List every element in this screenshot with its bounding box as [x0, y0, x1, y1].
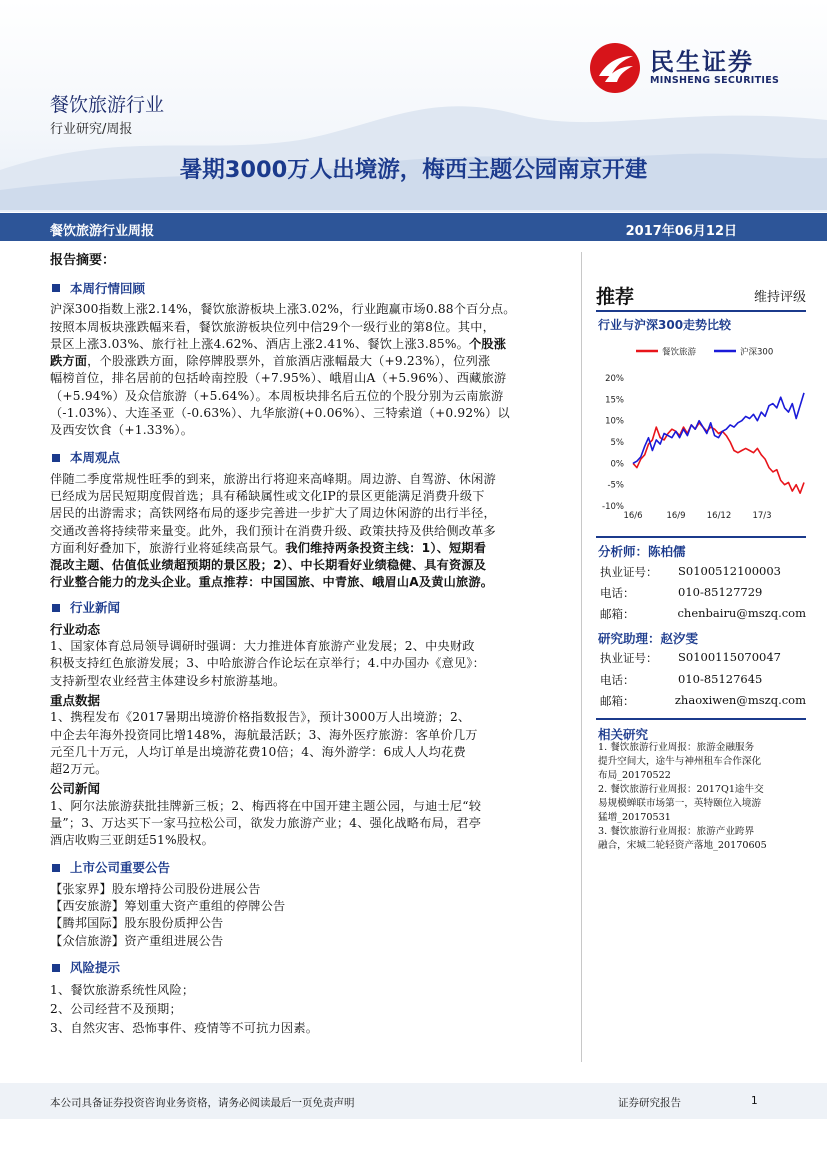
- subheading-data: 重点数据: [50, 692, 101, 708]
- legend-label: 餐饮旅游: [662, 347, 697, 358]
- section-heading-risk: 风险提示: [52, 958, 572, 978]
- x-tick-label: 16/6: [623, 511, 643, 521]
- review-paragraph: 沪深300指数上涨2.14%，餐饮旅游板块上涨3.02%，行业跑赢市场0.88个百分点。 按照本周板块涨跌幅来看，餐饮旅游板块位列中信29个一级行业的第8位。其中， 景区上涨3.03%、旅行社上涨4.62%、酒店上涨2.41%、餐饮上涨3.85%。个股涨 跌方面，个股涨跌方面，除停牌股票外，首旅酒店涨幅最大（+9.23%），位列涨 幅榜首位，排名居前的包括岭南控股（+7.95%）、峨眉山A（+5.96%）、西藏旅游 （+5.94%）及众信旅游（+5.64%）。本周板块排名后五位的个股分别为云南旅游 （-1.03%）、大连圣亚（-0.63%）、九华旅游(+0.06%）、三特索道（+0.92%）以 及西安饮食（+1.33%）。: [50, 302, 516, 438]
- list-item: 【腾邦国际】股东股份质押公告: [50, 916, 224, 931]
- related-heading: 相关研究: [598, 727, 649, 742]
- viewpoint-paragraph: 伴随二季度常规性旺季的到来，旅游出行将迎来高峰期。周边游、自驾游、休闲游 已经成为居民短期度假首选；具有稀缺属性或文化IP的景区更能满足消费升级下 居民的出游需求；高铁网络布局的逐步完善进一步扩大了周边休闲游的出行半径， 交通改善将持续带来量变。此外，我们预计在消费升级、政策扶持及供给侧改革多 方面利好叠加下，旅游行业将延续高景气。我们维持两条投资主线：1）、短期看 混改主题、估值低业绩超预期的景区股；2）、中长期看好业绩稳健、具有资源及 行业整合能力的龙头企业。重点推荐：中国国旅、中青旅、峨眉山A及黄山旅游。: [50, 471, 496, 590]
- column-divider: [581, 252, 582, 1062]
- y-tick-label: 15%: [605, 395, 624, 406]
- band-date: 2017年06月12日: [625, 224, 737, 239]
- related-research-list: 1. 餐饮旅游行业周报：旅游金融服务 提升空间大，途牛与神州租车合作深化 布局_20170522 2. 餐饮旅游行业周报：2017Q1途牛交 易规模蝉联市场第一，英特颐位入境游 猛增_20170531 3. 餐饮旅游行业周报：旅游产业跨界 融合，宋城二轮轻资产落地_20170605: [598, 741, 804, 853]
- summary-column: [50, 252, 572, 1038]
- announcement-list: [50, 881, 572, 950]
- industry-name: 餐饮旅游行业: [50, 94, 165, 116]
- x-tick-label: 16/12: [706, 511, 732, 521]
- section-heading-viewpoint: 本周观点: [52, 448, 572, 468]
- square-bullet-icon: [52, 284, 60, 292]
- y-tick-label: 0%: [610, 459, 624, 470]
- data-paragraph: 1、携程发布《2017暑期出境游价格指数报告》，预计3000万人出境游；2、 中企去年海外投资同比增148%，海航最活跃；3、海外医疗旅游：客单价几万 元至几十万元，人均订单是出境游花费10倍；4、海外游学：6成人人均花费 超2万元。: [50, 710, 478, 777]
- section-heading-review: 本周行情回顾: [52, 278, 572, 298]
- footer-disclaimer: 本公司具备证券投资咨询业务资格，请务必阅读最后一页免责声明: [50, 1097, 355, 1109]
- divider-line: [596, 536, 806, 538]
- series-line-industry: [633, 423, 804, 493]
- analyst-heading: 分析师：陈柏儒: [598, 544, 686, 559]
- square-bullet-icon: [52, 454, 60, 462]
- legend-label: 沪深300: [740, 347, 774, 358]
- y-tick-label: -10%: [602, 502, 624, 512]
- subheading-dynamics: 行业动态: [50, 621, 101, 637]
- risk-list: [50, 981, 572, 1038]
- list-item: 【张家界】股东增持公司股份进展公告: [50, 881, 261, 896]
- list-item: 2. 餐饮旅游行业周报：2017Q1途牛交: [598, 784, 764, 795]
- assistant-cert: 执业证号： S0100115070047: [600, 650, 781, 665]
- x-tick-label: 17/3: [752, 511, 772, 521]
- analyst-tel: 电话： 010-85127729: [600, 585, 763, 600]
- x-tick-label: 16/9: [666, 511, 686, 521]
- analyst-email: 邮箱： chenbairu@mszq.com: [600, 606, 806, 621]
- rating: 维持评级: [753, 290, 806, 305]
- assistant-heading: 研究助理：赵汐雯: [598, 631, 699, 646]
- sidebar: [596, 252, 806, 1052]
- y-tick-label: 5%: [610, 438, 624, 448]
- list-item: 1. 餐饮旅游行业周报：旅游金融服务: [598, 742, 755, 753]
- square-bullet-icon: [52, 964, 60, 972]
- list-item: 3. 餐饮旅游行业周报：旅游产业跨界: [598, 826, 755, 837]
- square-bullet-icon: [52, 604, 60, 612]
- trend-chart: [596, 342, 806, 524]
- assistant-tel: 电话： 010-85127645: [600, 672, 763, 687]
- list-item: 3、自然灾害、恐怖事件、疫情等不可抗力因素。: [50, 1020, 319, 1035]
- company-paragraph: 1、阿尔法旅游获批挂牌新三板；2、梅西将在中国开建主题公园，与迪士尼“较 量”；3、万达买下一家马拉松公司，欲发力旅游产业；4、强化战略布局，君亭 酒店收购三亚朗廷51%股权。: [50, 798, 482, 848]
- y-tick-label: -5%: [607, 480, 624, 491]
- summary-heading: 报告摘要：: [50, 253, 116, 268]
- section-heading-news: 行业新闻: [52, 598, 572, 618]
- list-item: 【西安旅游】筹划重大资产重组的停牌公告: [50, 898, 286, 913]
- band-report-name: 餐饮旅游行业周报: [50, 224, 155, 239]
- dynamics-paragraph: 1、国家体育总局领导调研时强调：大力推进体育旅游产业发展；2、中央财政 积极支持红色旅游发展；3、中哈旅游合作论坛在京举行；4.中办国办《意见》： 支持新型农业经营主体建设乡村旅游基地。: [50, 639, 486, 688]
- recommendation: 推荐: [596, 286, 635, 308]
- y-tick-label: 10%: [605, 416, 624, 427]
- footer-label: 证券研究报告: [618, 1097, 681, 1109]
- y-tick-label: 20%: [605, 374, 624, 384]
- list-item: 2、公司经营不及预期；: [50, 1001, 182, 1016]
- list-item: 1、餐饮旅游系统性风险；: [50, 982, 195, 997]
- section-heading-announcements: 上市公司重要公告: [52, 858, 572, 878]
- chart-title: 行业与沪深300走势比较: [598, 318, 732, 332]
- analyst-cert: 执业证号： S0100512100003: [600, 564, 781, 579]
- square-bullet-icon: [52, 864, 60, 872]
- report-type: 行业研究/周报: [50, 122, 133, 137]
- list-item: 【众信旅游】资产重组进展公告: [50, 933, 224, 948]
- divider-line: [596, 718, 806, 720]
- page-number: 1: [751, 1095, 758, 1107]
- report-title: 暑期3000万人出境游，梅西主题公园南京开建: [179, 157, 648, 183]
- assistant-email: 邮箱： zhaoxiwen@mszq.com: [600, 693, 806, 708]
- logo-text-en: MINSHENG SECURITIES: [650, 75, 780, 86]
- logo-text-cn: 民生证券: [650, 48, 754, 76]
- series-line-index: [633, 393, 804, 463]
- divider-line: [596, 310, 806, 312]
- logo-icon: [589, 42, 641, 94]
- subheading-company: 公司新闻: [50, 781, 101, 797]
